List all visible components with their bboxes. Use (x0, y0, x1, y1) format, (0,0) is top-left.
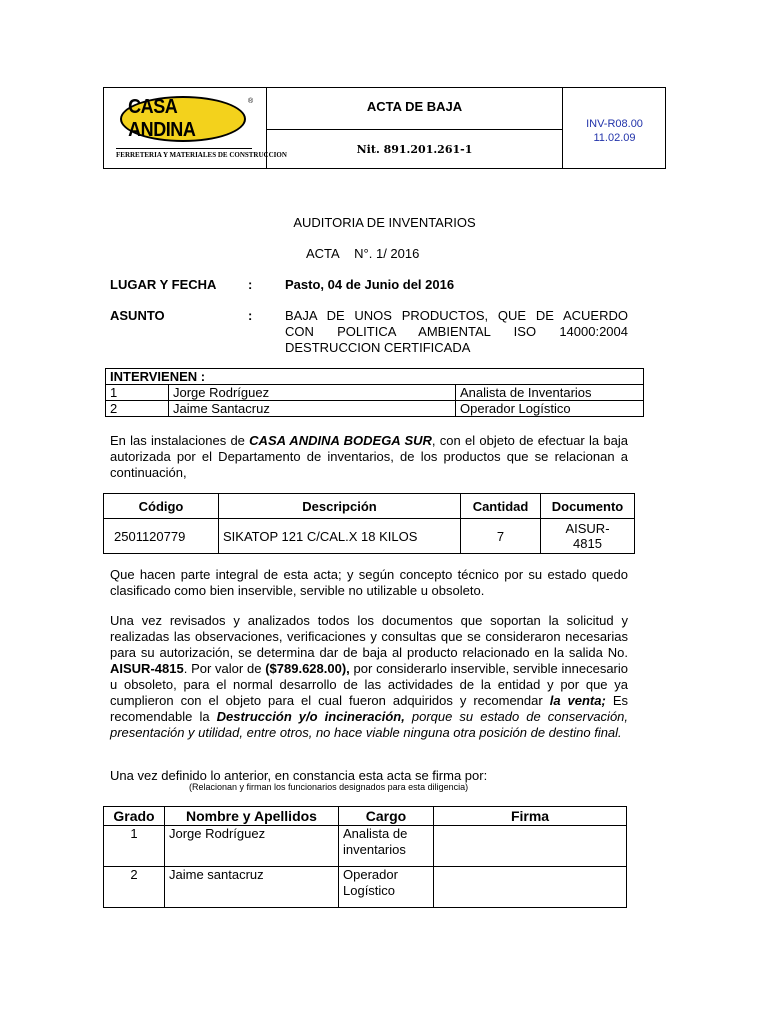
productos-table (103, 493, 635, 554)
closing-note: (Relacionan y firman los funcionarios designados para esta diligencia) (189, 782, 469, 792)
document-code (563, 117, 666, 145)
closing-text: Una vez definido lo anterior, en constancia esta acta se firma por: (110, 768, 488, 783)
col-descripcion: Descripción (219, 494, 461, 519)
table-row (106, 369, 644, 385)
cell-grado: 1 (104, 826, 165, 867)
table-row (104, 826, 627, 867)
col-cargo: Cargo (339, 807, 434, 826)
cell-documento (541, 519, 635, 554)
col-documento: Documento (541, 494, 635, 519)
logo-registered-mark: ® (248, 98, 254, 105)
cell-grado: 2 (104, 867, 165, 908)
col-firma: Firma (434, 807, 627, 826)
casa-andina-logo (116, 96, 287, 164)
p3-text-2: . Por valor de (183, 661, 266, 676)
cell-cantidad: 7 (461, 519, 541, 554)
code-line-1: INV-R08.00 (586, 118, 643, 130)
asunto-value (285, 308, 628, 356)
p3-text-1: Una vez revisados y analizados todos los documentos que soportan la solicitud y realizadas las observaciones, verificaciones y consultas que se consideraron necesarias para su autorización, se determina dar de baja al producto relacionado en la salida No. (110, 613, 628, 660)
acta-label: ACTA (306, 246, 340, 261)
cargo-line-2: Logístico (343, 883, 396, 898)
intervienen-num: 2 (106, 401, 169, 417)
acta-value: N°. 1/ 2016 (354, 246, 420, 261)
col-nombre: Nombre y Apellidos (165, 807, 339, 826)
documento-line-2: 4815 (573, 536, 602, 551)
cell-firma (434, 826, 627, 867)
asunto-line-1: BAJA DE UNOS PRODUCTOS, QUE DE ACUERDO (285, 308, 628, 323)
cargo-line-1: Operador (343, 867, 398, 882)
p3-destruccion: Destrucción y/o incineración, (216, 709, 405, 724)
asunto-label: ASUNTO (110, 308, 165, 323)
document-header (103, 87, 666, 169)
cell-cargo (339, 826, 434, 867)
cell-descripcion: SIKATOP 121 C/CAL.X 18 KILOS (219, 519, 461, 554)
department-heading: AUDITORIA DE INVENTARIOS (293, 215, 476, 230)
cell-firma (434, 867, 627, 908)
col-cantidad: Cantidad (461, 494, 541, 519)
asunto-line-3: DESTRUCCION CERTIFICADA (285, 340, 471, 355)
p3-text-5: porque su estado de conservación, presentación y utilidad, entre otros, no hace viable ninguna otra posición de destino final. (110, 709, 629, 740)
p3-text-3: por considerarlo inservible, servible innecesario u obsoleto, para el normal desarrollo de las actividades de la entidad y por que ya cumplieron con el objeto para el cual fueron adquiridos y recomendar (110, 661, 628, 708)
table-row (104, 494, 635, 519)
intro-place: CASA ANDINA BODEGA SUR (249, 433, 432, 448)
p3-venta: la venta; (549, 693, 606, 708)
col-grado: Grado (104, 807, 165, 826)
table-row (106, 385, 644, 401)
table-row (104, 867, 627, 908)
p3-valor: ($789.628.00), (265, 661, 350, 676)
table-row (104, 807, 627, 826)
intervienen-num: 1 (106, 385, 169, 401)
documento-line-1: AISUR- (565, 521, 610, 536)
col-codigo: Código (104, 494, 219, 519)
table-row (106, 401, 644, 417)
intervienen-role: Operador Logístico (456, 401, 644, 417)
paragraph-estado: Que hacen parte integral de esta acta; y según concepto técnico por su estado quedo clasificado como bien inservible, servible no utilizable u obsoleto. (110, 567, 628, 598)
paragraph-revision (110, 613, 628, 741)
intervienen-role: Analista de Inventarios (456, 385, 644, 401)
cell-nombre: Jorge Rodríguez (165, 826, 339, 867)
cargo-line-1: Analista de (343, 826, 408, 841)
asunto-line-2: CON POLITICA AMBIENTAL ISO 14000:2004 (285, 324, 628, 339)
acta-number (306, 246, 419, 261)
table-row (104, 519, 635, 554)
p3-salida: AISUR-4815 (110, 661, 184, 676)
logo-text: CASA ANDINA (128, 96, 196, 141)
intro-paragraph (110, 433, 628, 481)
intervienen-table (105, 368, 644, 417)
intervienen-name: Jaime Santacruz (169, 401, 456, 417)
cargo-line-2: inventarios (343, 842, 406, 857)
document-title: ACTA DE BAJA (366, 99, 463, 114)
p3-text-4: Es recomendable la (110, 693, 628, 724)
lugar-fecha-label: LUGAR Y FECHA (110, 277, 217, 292)
lugar-fecha-sep: : (248, 277, 253, 292)
intervienen-name: Jorge Rodríguez (169, 385, 456, 401)
asunto-sep: : (248, 308, 253, 323)
firmas-table (103, 806, 627, 908)
cell-nombre: Jaime santacruz (165, 867, 339, 908)
lugar-fecha-value: Pasto, 04 de Junio del 2016 (285, 277, 455, 292)
cell-cargo (339, 867, 434, 908)
code-line-2: 11.02.09 (593, 132, 636, 144)
logo-oval (120, 96, 246, 142)
intro-text-pre: En las instalaciones de (110, 433, 250, 448)
cell-codigo: 2501120779 (104, 519, 219, 554)
logo-subtitle: FERRETERIA Y MATERIALES DE CONSTRUCCION (116, 148, 252, 159)
nit-number: Nit. 891.201.261-1 (356, 143, 473, 156)
intervienen-header: INTERVIENEN : (106, 369, 644, 385)
intro-text-post: , con el objeto de efectuar la baja autorizada por el Departamento de inventarios, de los productos que se relacionan a continuación, (110, 433, 628, 480)
